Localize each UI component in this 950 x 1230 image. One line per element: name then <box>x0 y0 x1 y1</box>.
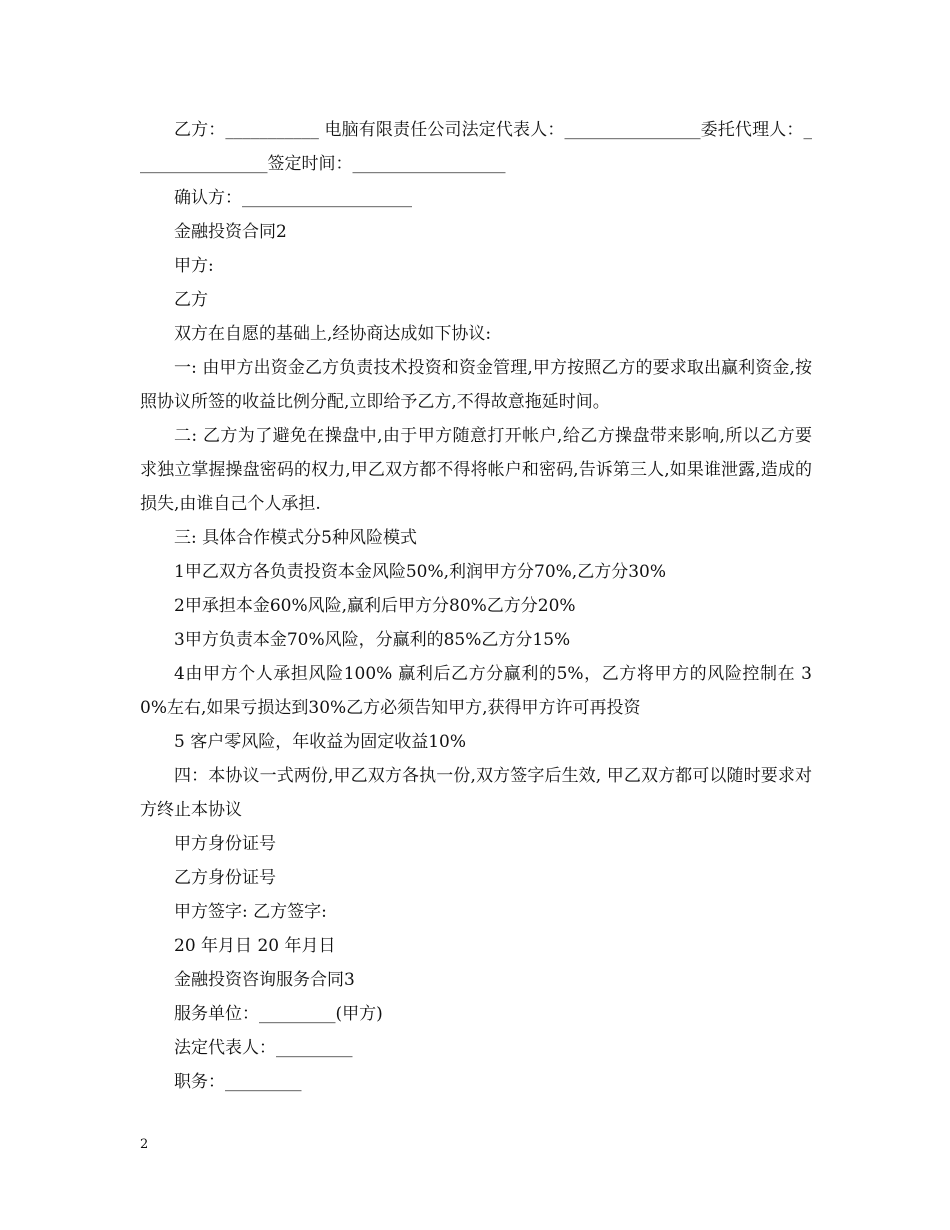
risk-mode-3: 3甲方负责本金70%风险，分赢利的85%乙方分15% <box>174 630 571 650</box>
risk-mode-5: 5 客户零风险，年收益为固定收益10% <box>174 732 467 752</box>
position-field: 职务：_________ <box>174 1072 302 1092</box>
heading-contract-3: 金融投资咨询服务合同3 <box>174 970 355 990</box>
paragraph-party-a: 甲方: <box>174 256 214 276</box>
party-b-id-number: 乙方身份证号 <box>174 868 276 888</box>
service-unit-field: 服务单位：_________(甲方) <box>174 1004 383 1024</box>
risk-mode-4: 4由甲方个人承担风险100% 赢利后乙方分赢利的5%，乙方将甲方的风险控制在 30%左右,如果亏损达到30%乙方必须告知甲方,获得甲方许可再投资 <box>140 664 812 718</box>
date-line: 20 年月日 20 年月日 <box>174 936 336 956</box>
clause-three: 三: 具体合作模式分5种风险模式 <box>174 528 417 548</box>
signature-line: 甲方签字: 乙方签字: <box>174 902 327 922</box>
party-a-id-number: 甲方身份证号 <box>174 834 276 854</box>
page-number: 2 <box>140 1137 149 1152</box>
paragraph-confirming-party: 确认方：____________________ <box>174 188 412 208</box>
risk-mode-1: 1甲乙双方各负责投资本金风险50%,利润甲方分70%,乙方分30% <box>174 562 666 582</box>
document-body <box>140 113 812 1099</box>
clause-one: 一: 由甲方出资金乙方负责技术投资和资金管理,甲方按照乙方的要求取出赢利资金,按照协议所签的收益比例分配,立即给予乙方,不得故意拖延时间。 <box>140 358 812 412</box>
heading-contract-2: 金融投资合同2 <box>174 222 287 242</box>
paragraph-party-b: 乙方 <box>174 290 208 310</box>
risk-mode-2: 2甲承担本金60%风险,赢利后甲方分80%乙方分20% <box>174 596 576 616</box>
clause-two: 二: 乙方为了避免在操盘中,由于甲方随意打开帐户,给乙方操盘带来影响,所以乙方要求独立掌握操盘密码的权力,甲乙双方都不得将帐户和密码,告诉第三人,如果谁泄露,造成的损失,由谁自己个人承担. <box>140 426 812 514</box>
clause-four: 四：本协议一式两份,甲乙双方各执一份,双方签字后生效, 甲乙双方都可以随时要求对方终止本协议 <box>140 766 812 820</box>
legal-representative-field: 法定代表人：_________ <box>174 1038 353 1058</box>
paragraph-party-b-signatures: 乙方：___________ 电脑有限责任公司法定代表人：________________委托代理人：________________签定时间：__________________ <box>140 120 812 174</box>
paragraph-agreement-intro: 双方在自愿的基础上,经协商达成如下协议: <box>174 324 492 344</box>
